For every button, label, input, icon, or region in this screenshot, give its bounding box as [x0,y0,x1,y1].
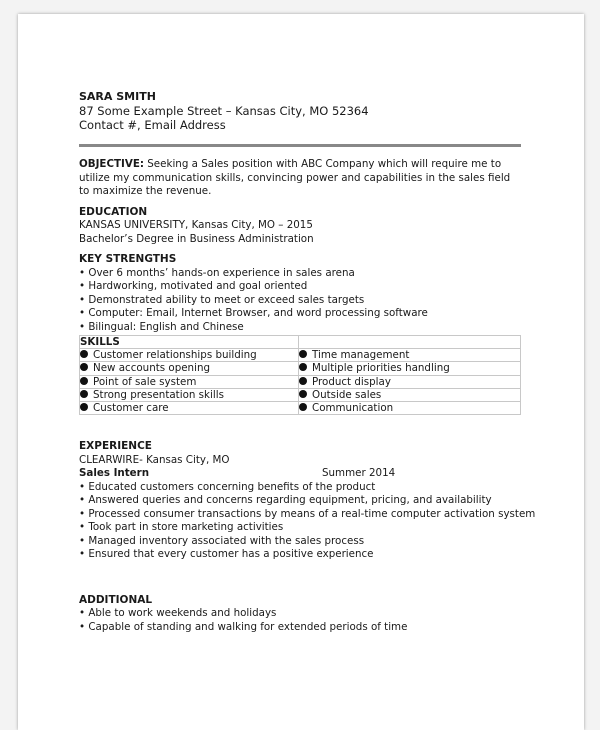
experience-period: Summer 2014 [322,467,396,480]
bullet-dot-icon [299,403,307,411]
skill-label: Multiple priorities handling [312,362,450,375]
strength-item: • Over 6 months’ hands-on experience in sales arena [79,266,355,279]
skills-row [80,402,521,415]
candidate-address: 87 Some Example Street – Kansas City, MO 52364 [79,104,369,118]
experience-item: • Answered queries and concerns regarding equipment, pricing, and availability [79,494,492,507]
bullet-dot-icon [80,377,88,385]
additional-item: • Capable of standing and walking for extended periods of time [79,620,408,633]
bullet-dot-icon [80,390,88,398]
strength-item: • Computer: Email, Internet Browser, and word processing software [79,307,428,319]
experience-item: • Educated customers concerning benefits of the product [79,480,376,493]
education-title: EDUCATION [79,205,148,218]
skill-cell [80,388,299,401]
skills-title: SKILLS [80,336,299,349]
experience-item: • Managed inventory associated with the sales process [79,534,365,547]
skill-label: Outside sales [312,388,382,401]
skill-cell [80,362,299,375]
experience-employer: CLEARWIRE- Kansas City, MO [79,453,230,466]
bullet-dot-icon [299,350,307,358]
skills-row [80,362,521,375]
skills-header-row [80,336,521,349]
skill-label: New accounts opening [93,362,211,375]
experience-position-row [79,467,519,481]
objective-paragraph [79,158,519,199]
skill-label: Product display [312,375,391,388]
skill-cell [299,375,521,388]
skill-cell [299,362,521,375]
skills-row [80,349,521,362]
skill-cell [299,402,521,415]
skill-label: Strong presentation skills [93,388,224,401]
additional-list [79,607,519,634]
strength-item: • Demonstrated ability to meet or exceed sales targets [79,293,365,306]
bullet-dot-icon [80,350,88,358]
experience-item: • Processed consumer transactions by means of a real-time computer activation system [79,507,536,520]
skill-label: Point of sale system [93,375,197,388]
additional-title: ADDITIONAL [79,593,153,606]
resume-page [18,14,584,730]
experience-title: EXPERIENCE [79,440,152,453]
skill-label: Customer relationships building [93,349,257,362]
bullet-dot-icon [80,363,88,371]
skill-cell [299,349,521,362]
skills-table [79,335,521,415]
skill-cell [80,349,299,362]
strengths-title: KEY STRENGTHS [79,253,177,265]
bullet-dot-icon [80,403,88,411]
bullet-dot-icon [299,363,307,371]
skill-cell [80,402,299,415]
strength-item: • Bilingual: English and Chinese [79,320,244,333]
additional-item: • Able to work weekends and holidays [79,607,277,620]
education-school: KANSAS UNIVERSITY, Kansas City, MO – 2015 [79,219,313,231]
skill-cell [299,388,521,401]
bullet-dot-icon [299,390,307,398]
experience-item: • Took part in store marketing activities [79,521,284,534]
skill-label: Customer care [93,402,169,415]
experience-list [79,480,536,562]
skills-row [80,375,521,388]
experience-item: • Ensured that every customer has a positive experience [79,548,374,561]
skills-header-empty [299,336,521,349]
skills-row [80,388,521,401]
skill-cell [80,375,299,388]
resume-content [79,90,536,634]
skill-label: Time management [312,349,410,362]
objective-text: Seeking a Sales position with ABC Company which will require me to utilize my communication skills, convincing power and capabilities in the sales field to maximize the revenue. [79,158,511,197]
header-divider [79,144,521,147]
objective-label: OBJECTIVE: [79,158,144,170]
strength-item: • Hardworking, motivated and goal oriented [79,280,308,292]
education-degree: Bachelor’s Degree in Business Administration [79,232,314,245]
skill-label: Communication [312,402,394,415]
strengths-list [79,267,519,335]
bullet-dot-icon [299,377,307,385]
candidate-name: SARA SMITH [79,90,156,103]
candidate-contact: Contact #, Email Address [79,118,226,132]
experience-position: Sales Intern [79,467,150,480]
